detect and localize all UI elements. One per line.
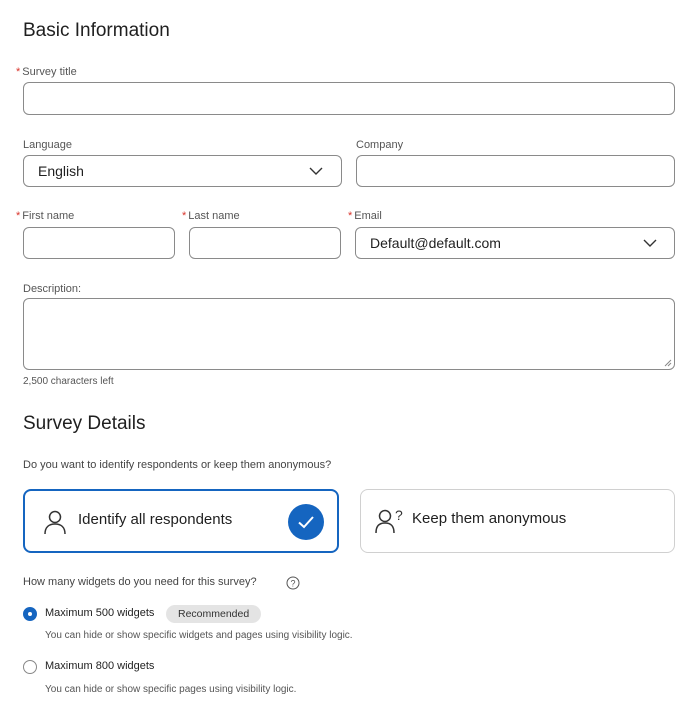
last-name-label: * Last name [182, 210, 240, 222]
language-label: Language [23, 139, 72, 151]
resize-handle-icon[interactable] [664, 359, 672, 367]
svg-text:?: ? [290, 578, 296, 589]
description-textarea[interactable] [23, 298, 675, 370]
basic-info-heading: Basic Information [23, 20, 170, 41]
keep-anonymous-label: Keep them anonymous [412, 510, 567, 527]
survey-title-input[interactable] [23, 82, 675, 115]
description-label: Description: [23, 283, 82, 295]
chevron-down-icon [309, 167, 323, 176]
option-800-label: Maximum 800 widgets [45, 660, 155, 672]
radio-800-widgets[interactable] [23, 660, 37, 674]
radio-500-widgets[interactable] [23, 607, 37, 621]
identify-question: Do you want to identify respondents or keep them anonymous? [23, 459, 332, 471]
last-name-input[interactable] [189, 227, 341, 259]
identify-respondents-label: Identify all respondents [78, 511, 233, 528]
recommended-badge: Recommended [166, 605, 261, 623]
keep-anonymous-card[interactable] [360, 489, 675, 553]
first-name-label: * First name [16, 210, 75, 222]
option-500-label: Maximum 500 widgets [45, 607, 155, 619]
email-value: Default@default.com [370, 235, 501, 251]
language-value: English [38, 163, 84, 179]
survey-title-label: * Survey title [16, 66, 77, 78]
check-circle-icon [288, 504, 324, 540]
survey-details-heading: Survey Details [23, 413, 146, 434]
option-800-help: You can hide or show specific pages using visibility logic. [45, 684, 297, 695]
identify-respondents-card[interactable] [23, 489, 339, 553]
company-label: Company [356, 139, 404, 151]
company-input[interactable] [356, 155, 675, 187]
widgets-question: How many widgets do you need for this survey? [23, 576, 257, 588]
radio-dot [28, 612, 32, 616]
email-select[interactable] [355, 227, 675, 259]
person-icon [43, 509, 67, 535]
first-name-input[interactable] [23, 227, 175, 259]
email-label: * Email [348, 210, 382, 222]
character-counter: 2,500 characters left [23, 376, 114, 387]
svg-text:?: ? [395, 508, 403, 523]
chevron-down-icon [643, 239, 657, 248]
language-select[interactable] [23, 155, 342, 187]
anonymous-person-icon [375, 508, 405, 534]
help-icon[interactable] [286, 576, 300, 590]
option-500-help: You can hide or show specific widgets and pages using visibility logic. [45, 630, 353, 641]
